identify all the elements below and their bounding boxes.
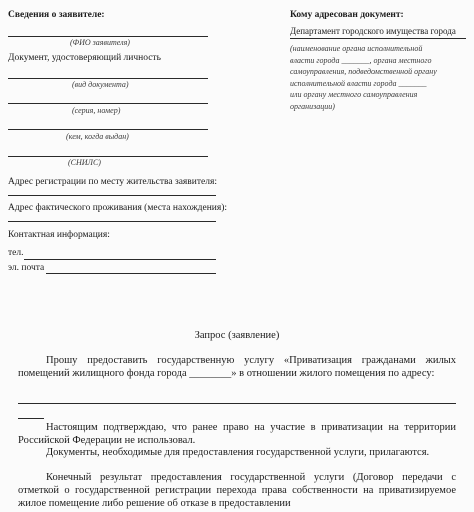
address-line-end [18, 418, 44, 419]
fio-line [8, 36, 208, 37]
issued-caption: (кем, когда выдан) [66, 132, 129, 141]
recipient-line [290, 38, 466, 39]
series-caption: (серия, номер) [72, 106, 121, 115]
request-paragraph-3: Документы, необходимые для предоставления государственной услуги, прилагаются. [46, 447, 430, 458]
tel-label: тел. [8, 248, 24, 258]
recipient-note-line: исполнительной власти города _______ [290, 78, 427, 88]
reg-address-line [8, 195, 216, 196]
actual-address-label: Адрес фактического проживания (места нахождения): [8, 203, 228, 213]
issued-line [8, 129, 208, 130]
email-label: эл. почта [8, 263, 45, 273]
tel-line [24, 259, 216, 260]
contact-label: Контактная информация: [8, 230, 110, 240]
series-line [8, 103, 208, 104]
request-title: Запрос (заявление) [194, 330, 280, 341]
doc-type-caption: (вид документа) [72, 80, 129, 89]
request-paragraph-4: Конечный результат предоставления государственной услуги (Договор передачи с отметкой о государственной регистрации перехода права собственности на приватизируемое жилое помещение либо решение об отказе в предоставлении [18, 472, 456, 509]
id-doc-label: Документ, удостоверяющий личность [8, 53, 161, 63]
snils-caption: (СНИЛС) [68, 158, 101, 167]
recipient-note-line: (наименование органа исполнительной [290, 44, 423, 53]
recipient-note-line: или органу местного самоуправления [290, 90, 418, 99]
request-paragraph-1: Прошу предоставить государственную услугу «Приватизация гражданами жилых помещений жилищного фонда города ________» в отношении жилого помещения по адресу: [18, 355, 456, 379]
doc-type-line [8, 78, 208, 79]
recipient-name: Департамент городского имущества города [290, 26, 456, 36]
recipient-heading: Кому адресован документ: [290, 10, 404, 20]
recipient-note-line: самоуправления, подведомственной органу [290, 67, 437, 76]
recipient-note [290, 43, 437, 112]
snils-line [8, 156, 208, 157]
address-line [18, 403, 456, 404]
actual-address-line [8, 221, 216, 222]
email-line [46, 273, 216, 274]
applicant-heading: Сведения о заявителе: [8, 10, 105, 20]
fio-caption: (ФИО заявителя) [70, 38, 130, 47]
request-paragraph-2: Настоящим подтверждаю, что ранее право на участие в приватизации на территории Российской Федерации не использовал. [18, 422, 456, 446]
reg-address-label: Адрес регистрации по месту жительства заявителя: [8, 177, 217, 187]
recipient-note-line: власти города _______, органа местного [290, 55, 432, 65]
recipient-note-line: организации) [290, 101, 335, 111]
